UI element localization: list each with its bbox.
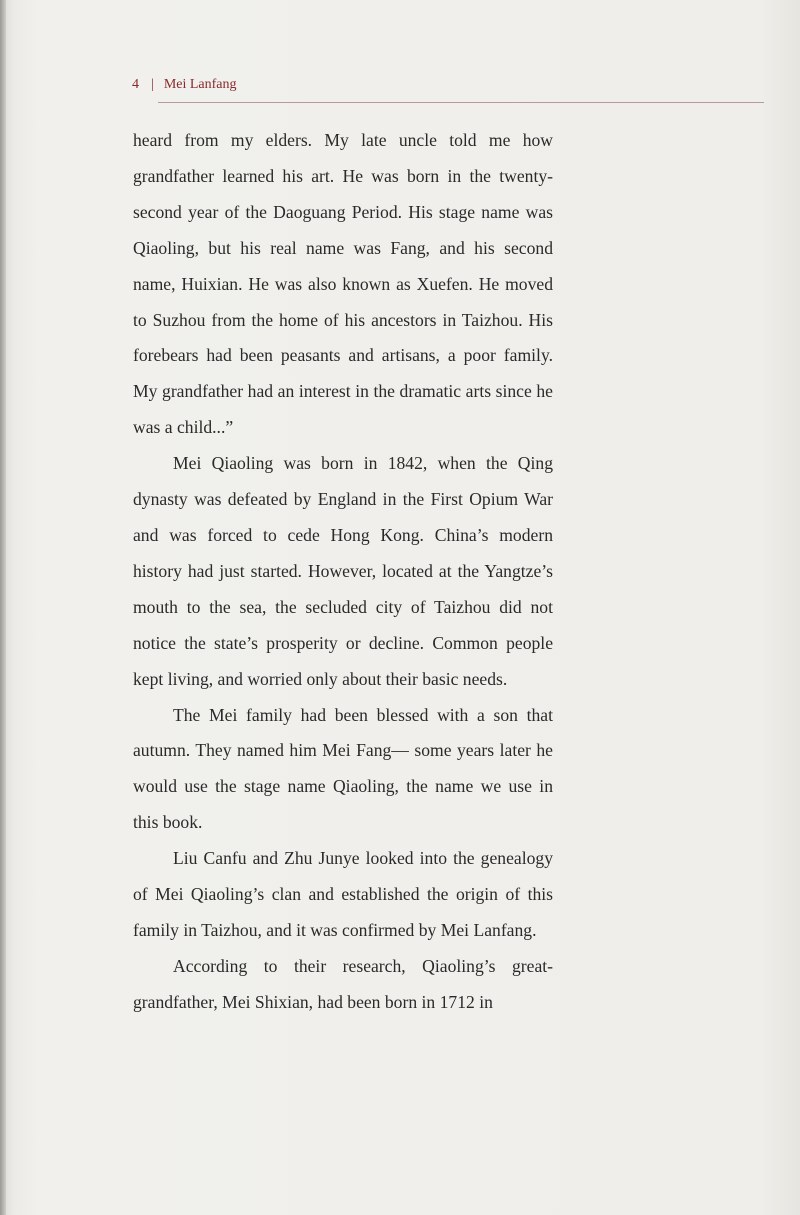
running-header: [132, 74, 237, 96]
body-text: [133, 123, 553, 1021]
running-title: Mei Lanfang: [163, 77, 237, 92]
paragraph: Liu Canfu and Zhu Junye looked into the genealogy of Mei Qiaoling’s clan and established the origin of this family in Taizhou, and it was confirmed by Mei Lanfang.: [133, 848, 553, 940]
page-number: 4: [132, 77, 139, 92]
paragraph: The Mei family had been blessed with a son that autumn. They named him Mei Fang— some years later he would use the stage name Qiaoling, the name we use in this book.: [133, 704, 553, 833]
paragraph: Mei Qiaoling was born in 1842, when the Qing dynasty was defeated by England in the First Opium War and was forced to cede Hong Kong. China’s modern history had just started. However, located at the Yangtze’s mouth to the sea, the secluded city of Taizhou did not notice the state’s prosperity or decline. Common people kept living, and worried only about their basic needs.: [133, 453, 553, 689]
header-separator: |: [151, 77, 154, 92]
page-binding-edge: [0, 0, 6, 1215]
paragraph: According to their research, Qiaoling’s great-grandfather, Mei Shixian, had been born in 1712 in: [133, 955, 553, 1012]
header-rule: [158, 102, 764, 103]
paragraph-continued: heard from my elders. My late uncle told me how grandfather learned his art. He was born in the twenty-second year of the Daoguang Period. His stage name was Qiaoling, but his real name was Fang, and his second name, Huixian. He was also known as Xuefen. He moved to Suzhou from the home of his ancestors in Taizhou. His forebears had been peasants and artisans, a poor family. My grandfather had an interest in the dramatic arts since he was a child...”: [133, 130, 553, 438]
